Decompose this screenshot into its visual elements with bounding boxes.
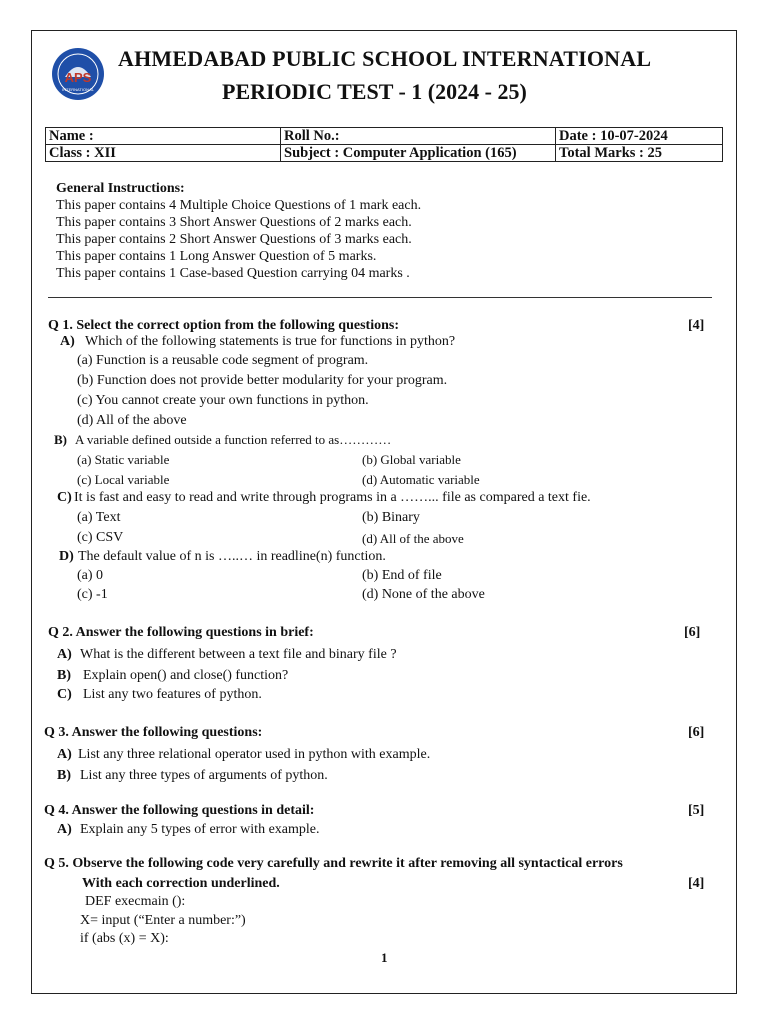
q3-a-label: A) [57, 747, 72, 762]
q5-title: Q 5. Observe the following code very carefully and rewrite it after removing all syntactical errors [44, 856, 623, 871]
page-number: 1 [381, 950, 388, 965]
class-cell: Class : XII [46, 145, 281, 162]
subject-cell: Subject : Computer Application (165) [281, 145, 556, 162]
q1-d-label: D) [59, 549, 74, 564]
code-line: if (abs (x) = X): [80, 931, 169, 946]
q3-title: Q 3. Answer the following questions: [44, 725, 263, 740]
instruction-line: This paper contains 2 Short Answer Questions of 3 marks each. [56, 232, 412, 247]
table-row [46, 128, 723, 145]
q1-marks: [4] [688, 318, 705, 333]
q4-title: Q 4. Answer the following questions in detail: [44, 803, 315, 818]
q1-b-option: (a) Static variable [77, 452, 170, 467]
q2-marks: [6] [684, 625, 701, 640]
q1-a-question: Which of the following statements is true for functions in python? [85, 334, 456, 349]
q1-d-question: The default value of n is …..… in readline(n) function. [78, 549, 386, 564]
q4-a-question: Explain any 5 types of error with example. [80, 822, 320, 837]
total-marks-cell: Total Marks : 25 [556, 145, 723, 162]
instruction-line: This paper contains 4 Multiple Choice Questions of 1 mark each. [56, 198, 422, 213]
q1-a-option: (d) All of the above [77, 413, 187, 428]
table-row [46, 145, 723, 162]
q2-title: Q 2. Answer the following questions in brief: [48, 625, 314, 640]
q1-b-label: B) [54, 432, 67, 447]
q3-b-question: List any three types of arguments of python. [80, 768, 328, 783]
q1-c-option: (b) Binary [362, 510, 420, 525]
q1-d-option: (a) 0 [77, 568, 104, 583]
q2-a-question: What is the different between a text file and binary file ? [80, 647, 397, 662]
instructions-heading: General Instructions: [56, 181, 185, 196]
q3-b-label: B) [57, 768, 71, 783]
q1-a-option: (b) Function does not provide better modularity for your program. [77, 373, 448, 388]
q1-c-option: (d) All of the above [362, 531, 464, 546]
instruction-line: This paper contains 1 Case-based Question carrying 04 marks . [56, 266, 410, 281]
q2-a-label: A) [57, 647, 72, 662]
test-title: PERIODIC TEST - 1 (2024 - 25) [222, 79, 527, 104]
name-cell: Name : [46, 128, 281, 145]
q4-a-label: A) [57, 822, 72, 837]
roll-no-cell: Roll No.: [281, 128, 556, 145]
q2-c-question: List any two features of python. [83, 687, 262, 702]
q5-subtitle: With each correction underlined. [82, 876, 280, 891]
q1-a-label: A) [60, 334, 75, 349]
q1-c-option: (a) Text [77, 510, 121, 525]
q1-c-question: It is fast and easy to read and write through programs in a ……... file as compared a text fie. [74, 490, 591, 505]
q1-b-option: (d) Automatic variable [362, 472, 480, 487]
q3-a-question: List any three relational operator used in python with example. [78, 747, 431, 762]
q1-d-option: (d) None of the above [362, 587, 485, 602]
q1-b-question: A variable defined outside a function referred to as………… [75, 432, 392, 447]
q3-marks: [6] [688, 725, 705, 740]
q1-title: Q 1. Select the correct option from the following questions: [48, 318, 399, 333]
divider [48, 297, 712, 298]
q1-d-option: (c) -1 [77, 587, 108, 602]
q1-c-label: C) [57, 490, 72, 505]
code-line: DEF execmain (): [85, 894, 186, 909]
q1-a-option: (c) You cannot create your own functions in python. [77, 393, 369, 408]
q5-marks: [4] [688, 876, 705, 891]
date-cell: Date : 10-07-2024 [556, 128, 723, 145]
q1-a-option: (a) Function is a reusable code segment of program. [77, 353, 369, 368]
logo-text: APS [64, 70, 92, 85]
school-logo [51, 47, 105, 101]
q4-marks: [5] [688, 803, 705, 818]
q2-b-label: B) [57, 668, 71, 683]
q2-c-label: C) [57, 687, 72, 702]
school-name: AHMEDABAD PUBLIC SCHOOL INTERNATIONAL [118, 46, 652, 71]
student-info-table [45, 127, 723, 162]
q1-d-option: (b) End of file [362, 568, 442, 583]
instruction-line: This paper contains 3 Short Answer Questions of 2 marks each. [56, 215, 412, 230]
q2-b-question: Explain open() and close() function? [83, 668, 289, 683]
general-instructions [56, 180, 421, 282]
q1-b-option: (b) Global variable [362, 452, 461, 467]
logo-subtext: INTERNATIONAL [62, 87, 94, 92]
code-line: X= input (“Enter a number:”) [80, 913, 246, 928]
instruction-line: This paper contains 1 Long Answer Question of 5 marks. [56, 249, 377, 264]
q1-c-option: (c) CSV [77, 530, 124, 545]
q1-b-option: (c) Local variable [77, 472, 170, 487]
